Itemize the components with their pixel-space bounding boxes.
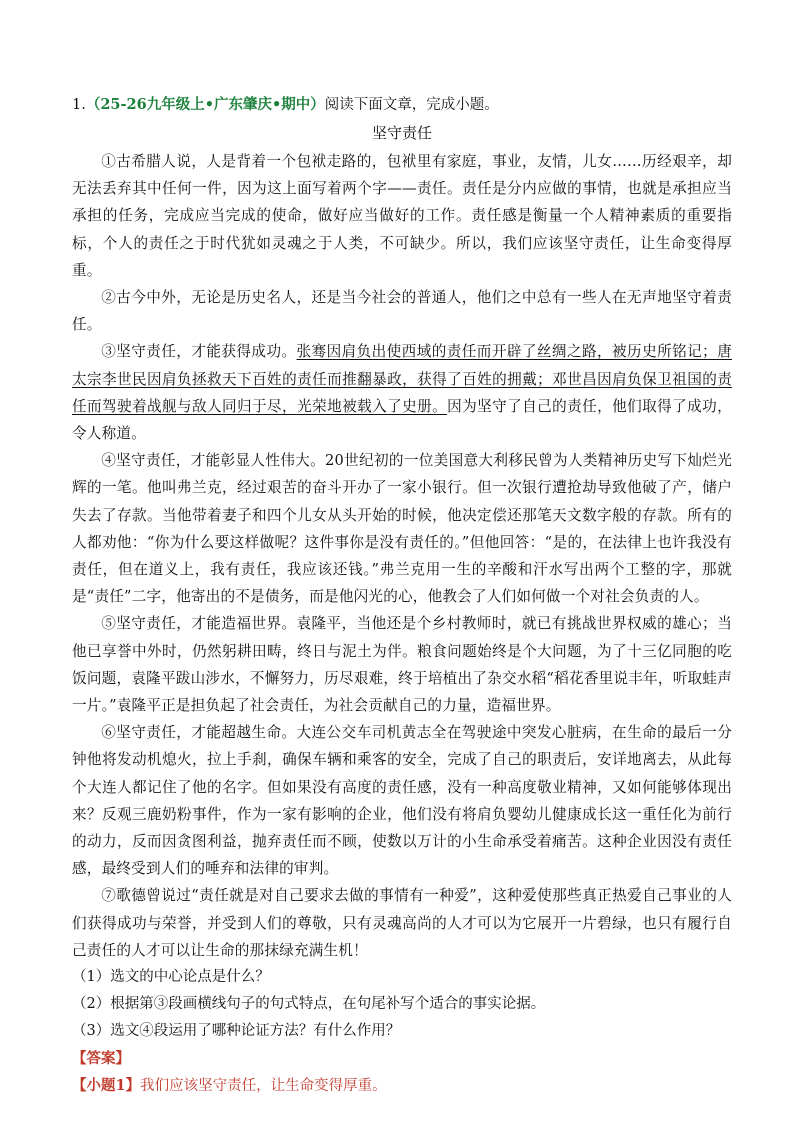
article-paragraph-6: ⑥坚守责任，才能超越生命。大连公交车司机黄志全在驾驶途中突发心脏病，在生命的最后一分钟他将发动机熄火，拉上手刹，确保车辆和乘客的安全，完成了自己的职责后，安详地离去，从此每个大连人都记住了他的名字。但如果没有高度的责任感，没有一种高度敬业精神，又如何能够体现出来？反观三鹿奶粉事件，作为一家有影响的企业，他们没有将肩负婴幼儿健康成长这一重任化为前行的动力，反而因贪图利益，抛弃责任而不顾，使数以万计的小生命承受着痛苦。这种企业因没有责任感，最终受到人们的唾弃和法律的审判。 bbox=[72, 724, 732, 878]
paragraph-3-tail: 因为坚守了自己的责任，他们取得了成功，令人称道。 bbox=[72, 397, 732, 443]
question-header bbox=[72, 94, 732, 116]
article-paragraph-1: ①古希腊人说，人是背着一个包袱走路的，包袱里有家庭，事业，友情，儿女……历经艰辛，却无法丢弃其中任何一件，因为这上面写着两个字——责任。责任是分内应做的事情，也就是承担应当承担的任务，完成应当完成的使命，做好应当做好的工作。责任感是衡量一个人精神素质的重要指标，个人的责任之于时代犹如灵魂之于人类，不可缺少。所以，我们应该坚守责任，让生命变得厚重。 bbox=[72, 153, 732, 279]
underlined-sentence: 张骞因肩负出使西域的责任而开辟了丝绸之路，被历史所铭记；唐太宗李世民因肩负拯救天下百姓的责任而推翻暴政，获得了百姓的拥戴；邓世昌因肩负保卫祖国的责任而驾驶着战舰与敌人同归于尽，光荣地被载入了史册。 bbox=[72, 343, 732, 415]
article-paragraph-2: ②古今中外，无论是历史名人，还是当今社会的普通人，他们之中总有一些人在无声地坚守着责任。 bbox=[72, 289, 732, 334]
subquestion-1: （1）选文的中心论点是什么？ bbox=[72, 969, 270, 986]
question-instruction: 阅读下面文章，完成小题。 bbox=[324, 97, 499, 113]
answer-item-1-tag: 【小题1】 bbox=[72, 1077, 141, 1095]
question-number: 1. bbox=[72, 97, 86, 113]
question-source: （25-26九年级上•广东肇庆•期中） bbox=[85, 96, 325, 113]
article-paragraph-4: ④坚守责任，才能彰显人性伟大。20世纪初的一位美国意大利移民曾为人类精神历史写下灿烂光辉的一笔。他叫弗兰克，经过艰苦的奋斗开办了一家小银行。但一次银行遭抢劫导致他破了产，储户失去了存款。当他带着妻子和四个儿女从头开始的时候，他决定偿还那笔天文数字般的存款。所有的人都劝他：“你为什么要这样做呢？这件事你是没有责任的。”但他回答：“是的，在法律上也许我没有责任，但在道义上，我有责任，我应该还钱。”弗兰克用一生的辛酸和汗水写出两个工整的字，那就是“责任”二字，他寄出的不是债务，而是他闪光的心，他教会了人们如何做一个对社会负责的人。 bbox=[72, 452, 732, 606]
subquestion-3: （3）选文④段运用了哪种论证方法？有什么作用？ bbox=[72, 1023, 401, 1040]
paragraph-3-lead: ③坚守责任，才能获得成功。 bbox=[101, 343, 297, 361]
subquestion-2: （2）根据第③段画横线句子的句式特点，在句尾补写个适合的事实论据。 bbox=[72, 996, 546, 1013]
answer-item-1-text: 我们应该坚守责任，让生命变得厚重。 bbox=[140, 1078, 387, 1095]
answer-header: 【答案】 bbox=[72, 1050, 130, 1068]
article-paragraph-5: ⑤坚守责任，才能造福世界。袁隆平，当他还是个乡村教师时，就已有挑战世界权威的雄心；当他已享誉中外时，仍然躬耕田畴，终日与泥土为伴。粮食问题始终是个大问题，为了十三亿同胞的吃饭问题，袁隆平跋山涉水，不懈努力，历尽艰难，终于培植出了杂交水稻“稻花香里说丰年，听取蛙声一片。”袁隆平正是担负起了社会责任，为社会贡献自己的力量，造福世界。 bbox=[72, 615, 732, 715]
article-title: 坚守责任 bbox=[371, 124, 432, 142]
article-paragraph-7: ⑦歌德曾说过“责任就是对自己要求去做的事情有一种爱”，这种爱使那些真正热爱自己事业的人们获得成功与荣誉，并受到人们的尊敬，只有灵魂高尚的人才可以为它展开一片碧绿，也只有履行自己责任的人才可以让生命的那抹绿充满生机！ bbox=[72, 887, 732, 959]
answer-item-1 bbox=[72, 1072, 732, 1100]
document-page bbox=[72, 94, 732, 1100]
article-paragraph-3 bbox=[72, 338, 732, 447]
